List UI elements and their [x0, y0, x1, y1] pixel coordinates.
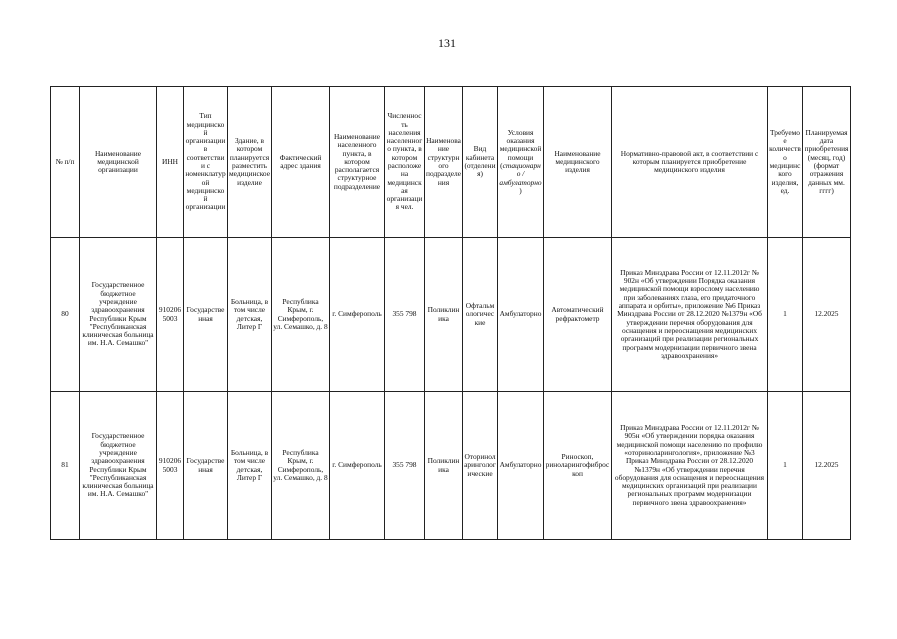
cell-num: 80	[51, 238, 80, 392]
cell-locality: г. Симферополь	[330, 392, 385, 540]
cell-population: 355 798	[385, 392, 425, 540]
cell-inn: 9102065003	[157, 392, 184, 540]
cell-conditions: Амбулаторно	[498, 392, 544, 540]
cell-address: Республика Крым, г. Симферополь, ул. Семашко, д. 8	[272, 392, 330, 540]
cell-cabinet: Офтальмологические	[463, 238, 498, 392]
header-locality: Наименование населенного пункта, в котором располагается структурное подразделение	[330, 87, 385, 238]
cell-org: Государственное бюджетное учреждение здравоохранения Республики Крым "Республиканская клиническая больница им. Н.А. Семашко"	[80, 392, 157, 540]
header-conditions-prefix: Условия оказания медицинской помощи (	[499, 127, 542, 170]
header-inn: ИНН	[157, 87, 184, 238]
cell-num: 81	[51, 392, 80, 540]
header-act: Нормативно-правовой акт, в соответствии с которым планируется приобретение медицинского изделия	[612, 87, 768, 238]
header-population: Численность населения населенного пункта, в котором расположена медицинская организация чел.	[385, 87, 425, 238]
cell-locality: г. Симферополь	[330, 238, 385, 392]
header-cabinet: Вид кабинета (отделения)	[463, 87, 498, 238]
cell-org-type: Государственная	[184, 392, 228, 540]
cell-org-type: Государственная	[184, 238, 228, 392]
header-conditions	[498, 87, 544, 238]
header-device: Наименование медицинского изделия	[544, 87, 612, 238]
cell-device: Автоматический рефрактометр	[544, 238, 612, 392]
equipment-table	[50, 86, 851, 540]
table-row	[51, 392, 851, 540]
table-row	[51, 238, 851, 392]
table-header-row	[51, 87, 851, 238]
header-subdivision: Наименование структурного подразделения	[425, 87, 463, 238]
cell-act: Приказ Минздрава России от 12.11.2012г № 902н «Об утверждении Порядка оказания медицинской помощи взрослому населению при заболеваниях глаза, его придаточного аппарата и орбиты», приложение №6 Приказ Минздрава России от 28.12.2020 №1379н «Об утверждении перечня оборудования для оснащения и переоснащения медицинских организаций при реализации региональных программ модернизации первичного звена здравоохранения»	[612, 238, 768, 392]
cell-qty: 1	[768, 238, 803, 392]
cell-date: 12.2025	[803, 392, 851, 540]
cell-subdivision: Поликлиника	[425, 238, 463, 392]
cell-inn: 9102065003	[157, 238, 184, 392]
cell-org: Государственное бюджетное учреждение здравоохранения Республики Крым "Республиканская клиническая больница им. Н.А. Семашко"	[80, 238, 157, 392]
cell-subdivision: Поликлиника	[425, 392, 463, 540]
cell-building: Больница, в том числе детская, Литер Г	[228, 238, 272, 392]
header-conditions-italic: стационарно / амбулаторно	[499, 161, 542, 187]
cell-conditions: Амбулаторно	[498, 238, 544, 392]
page-number: 131	[438, 36, 456, 50]
cell-population: 355 798	[385, 238, 425, 392]
cell-date: 12.2025	[803, 238, 851, 392]
cell-qty: 1	[768, 392, 803, 540]
header-conditions-suffix: )	[519, 185, 522, 195]
header-building: Здание, в котором планируется разместить медицинское изделие	[228, 87, 272, 238]
header-address: Фактический адрес здания	[272, 87, 330, 238]
cell-building: Больница, в том числе детская, Литер Г	[228, 392, 272, 540]
cell-address: Республика Крым, г. Симферополь, ул. Семашко, д. 8	[272, 238, 330, 392]
cell-device: Риноскоп, риноларингофиброскоп	[544, 392, 612, 540]
cell-act: Приказ Минздрава России от 12.11.2012г № 905н «Об утверждении порядка оказания медицинской помощи населению по профилю «оториноларингология», приложение №3 Приказ Минздрава России от 28.12.2020 №1379н «Об утверждении перечня оборудования для оснащения и переоснащения медицинских организаций при реализации региональных программ модернизации первичного звена здравоохранения»	[612, 392, 768, 540]
header-org-type: Тип медицинской организации в соответствии с номенклатурой медицинской организации	[184, 87, 228, 238]
header-num: № п/п	[51, 87, 80, 238]
header-date: Планируемая дата приобретения (месяц, год) (формат отражения данных мм. гггг)	[803, 87, 851, 238]
header-qty: Требуемое количество медицинского изделия, ед.	[768, 87, 803, 238]
cell-cabinet: Оториноларингологические	[463, 392, 498, 540]
header-org: Наименование медицинской организации	[80, 87, 157, 238]
